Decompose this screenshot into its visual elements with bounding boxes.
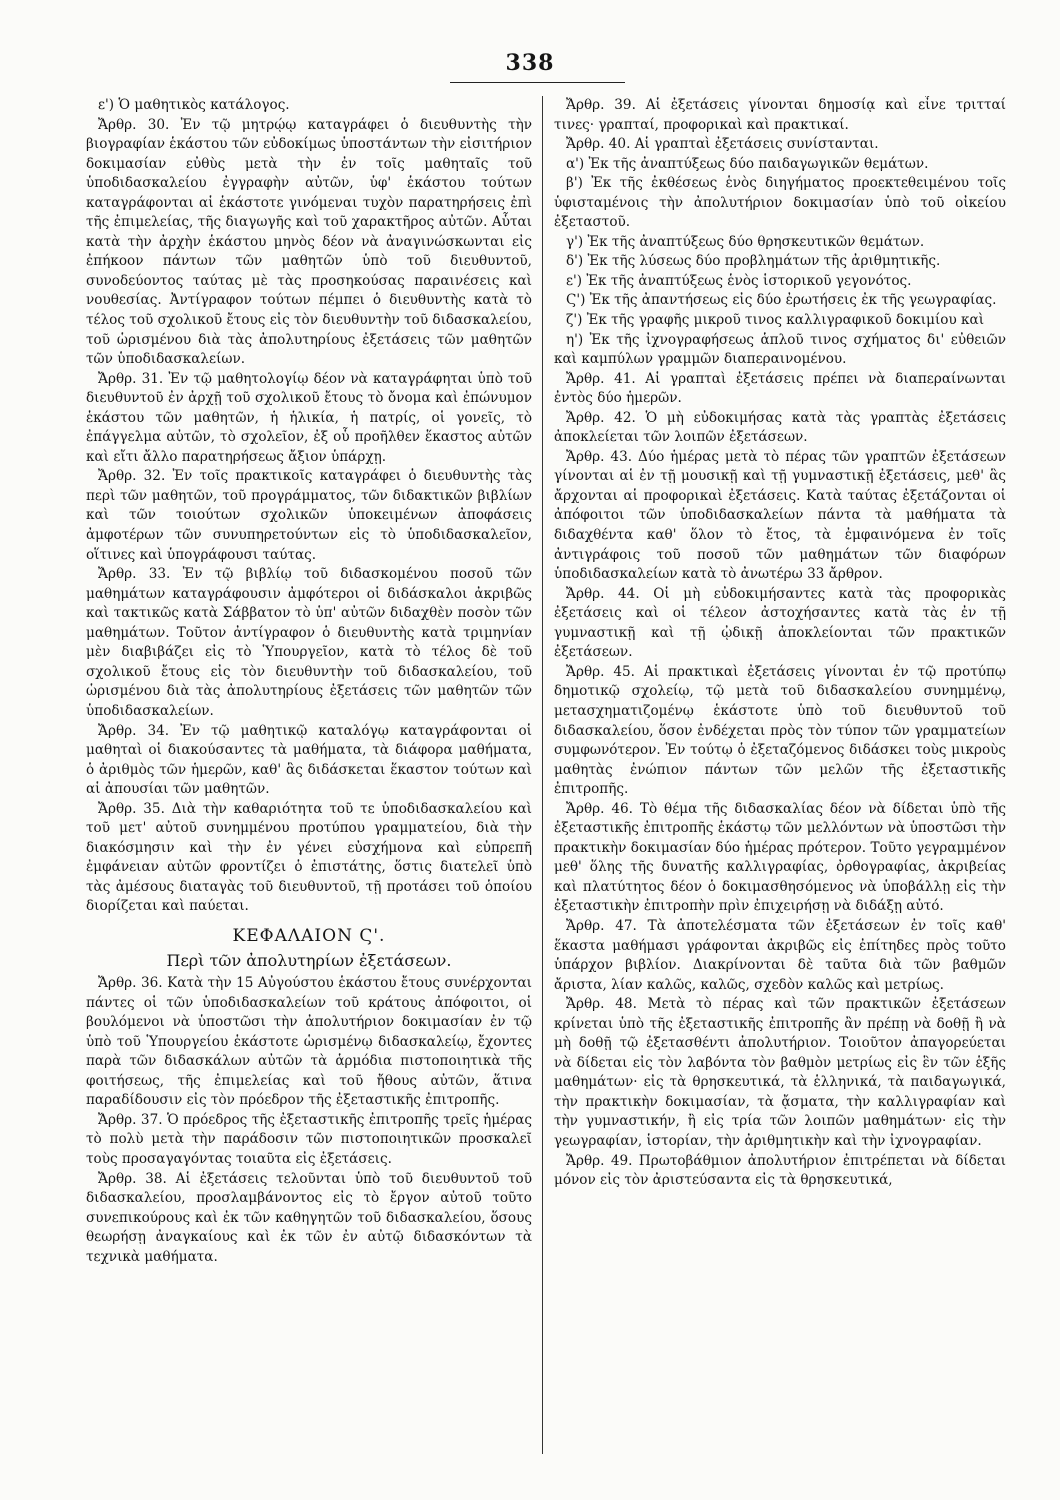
right-paragraph: ζ') Ἐκ τῆς γραφῆς μικροῦ τινος καλλιγραφικοῦ δοκιμίου καὶ bbox=[566, 312, 985, 329]
right-paragraph: α') Ἐκ τῆς ἀναπτύξεως δύο παιδαγωγικῶν θεμάτων. bbox=[566, 155, 929, 172]
left-paragraph: ε') Ὁ μαθητικὸς κατάλογος. bbox=[98, 97, 290, 113]
left-paragraph: Ἄρθρ. 33. Ἐν τῷ βιβλίῳ τοῦ διδασκομένου ποσοῦ τῶν μαθημάτων καταγράφουσιν ἀμφότεροι οἱ διδάσκαλοι ἀκριβῶς καὶ τακτικῶς κατὰ Σάββατον τὸ ὑπ' αὐτῶν διδαχθὲν ποσὸν τῶν μαθημάτων. Τοῦτον ἀντίγραφον ὁ διευθυντὴς κατὰ τριμηνίαν μὲν διαβιβάζει εἰς τὸ Ὑπουργεῖον, κατὰ τὸ τέλος δὲ τοῦ σχολικοῦ ἔτους εἰς τὸν διευθυντὴν τοῦ διδασκαλείου, τοῦ ὡρισμένου διὰ τὰς ἀπολυτηρίους ἐξετάσεις τῶν μαθητῶν τῶν ὑποδιδασκαλείων. bbox=[86, 566, 532, 719]
left-paragraph: Ἄρθρ. 34. Ἐν τῷ μαθητικῷ καταλόγῳ καταγράφονται οἱ μαθηταὶ οἱ διακούσαντες τὰ μαθήματα, τὰ διάφορα μαθήματα, ὁ ἀριθμὸς τῶν ἡμερῶν, καθ' ἃς διδάσκεται ἕκαστον τούτων καὶ αἱ ἀπουσίαι τῶν μαθητῶν. bbox=[86, 722, 532, 798]
right-paragraph: Ἄρθρ. 39. Αἱ ἐξετάσεις γίνονται δημοσίᾳ καὶ εἶνε τριτταί τινες· γραπταί, προφορικαὶ καὶ πρακτικαί. bbox=[554, 97, 1006, 133]
left-paragraph: Ἄρθρ. 35. Διὰ τὴν καθαριότητα τοῦ τε ὑποδιδασκαλείου καὶ τοῦ μετ' αὐτοῦ συνημμένου προτύπου γραμματείου, διὰ τὴν διακόσμησιν καὶ τὴν ἐν γένει εὐσχήμονα καὶ εὐπρεπῆ ἐμφάνειαν αὐτῶν φροντίζει ὁ ἐπιστάτης, ὅστις διατελεῖ ὑπὸ τὰς ἀμέσους διαταγὰς τοῦ διευθυντοῦ, τῇ προτάσει τοῦ ὁποίου διορίζεται καὶ παύεται. bbox=[86, 800, 532, 915]
right-paragraph: Ἄρθρ. 43. Δύο ἡμέρας μετὰ τὸ πέρας τῶν γραπτῶν ἐξετάσεων γίνονται αἱ ἐν τῇ μουσικῇ καὶ τῇ γυμναστικῇ ἐξετάσεις, μεθ' ἃς ἄρχονται αἱ προφορικαὶ ἐξετάσεις. Κατὰ ταύτας ἐξετάζονται οἱ ἀπόφοιτοι τῶν ὑποδιδασκαλείων πάντα τὰ μαθήματα τὰ διδαχθέντα καθ' ὅλον τὸ ἔτος, τὰ ἐμφαινόμενα ἐν τοῖς ἀντιγράφοις τοῦ ποσοῦ τῶν μαθημάτων τῶν διαφόρων ὑποδιδασκαλείων κατὰ τὸ ἀνωτέρω 33 ἄρθρον. bbox=[554, 448, 1006, 583]
right-paragraph: β') Ἐκ τῆς ἐκθέσεως ἑνὸς διηγήματος προεκτεθειμένου τοῖς ὑφισταμένοις τὴν ἀπολυτήριον δοκιμασίαν ὑπὸ τοῦ οἰκείου ἐξεταστοῦ. bbox=[554, 175, 1006, 231]
right-paragraph: Ἄρθρ. 41. Αἱ γραπταὶ ἐξετάσεις πρέπει νὰ διαπεραίνωνται ἐντὸς δύο ἡμερῶν. bbox=[554, 370, 1006, 407]
left-paragraph: Ἄρθρ. 38. Αἱ ἐξετάσεις τελοῦνται ὑπὸ τοῦ διευθυντοῦ τοῦ διδασκαλείου, προσλαμβάνοντος εἰς τὸ ἔργον αὐτοῦ τοῦτο συνεπικούρους καὶ ἐκ τῶν καθηγητῶν τοῦ διδασκαλείου, ὅσους θεωρήσῃ ἀναγκαίους καὶ ἐκ τῶν ἐν αὐτῷ διδασκόντων τὰ τεχνικὰ μαθήματα. bbox=[86, 1170, 532, 1265]
right-paragraph: Ἄρθρ. 42. Ὁ μὴ εὐδοκιμήσας κατὰ τὰς γραπτὰς ἐξετάσεις ἀποκλείεται τῶν λοιπῶν ἐξετάσεων. bbox=[554, 409, 1006, 446]
right-paragraph: Ἄρθρ. 40. Αἱ γραπταὶ ἐξετάσεις συνίστανται. bbox=[566, 136, 879, 153]
left-paragraph: Ἄρθρ. 31. Ἐν τῷ μαθητολογίῳ δέον νὰ καταγράφηται ὑπὸ τοῦ διευθυντοῦ ἐν ἀρχῇ τοῦ σχολικοῦ ἔτους τὸ ὄνομα καὶ ἐπώνυμον ἑκάστου τῶν μαθητῶν, ἡ ἡλικία, ἡ πατρίς, οἱ γονεῖς, τὸ ἐπάγγελμα αὐτῶν, τὸ σχολεῖον, ἐξ οὗ προῆλθεν ἕκαστος αὐτῶν καὶ εἴτι ἄλλο παρατηρήσεως ἄξιον ὑπάρχῃ. bbox=[86, 370, 532, 465]
left-paragraph: Ἄρθρ. 32. Ἐν τοῖς πρακτικοῖς καταγράφει ὁ διευθυντὴς τὰς περὶ τῶν μαθητῶν, τοῦ προγράμματος, τῶν διδακτικῶν βιβλίων καὶ τῶν τοιούτων σχολικῶν ὑποκειμένων ἀποφάσεις ἀμφοτέρων τῶν συνυπηρετούντων εἰς τὸ ὑποδιδασκαλεῖον, οἵτινες καὶ ὑπογράφουσι ταύτας. bbox=[86, 468, 532, 563]
page-number: 338 bbox=[505, 50, 555, 76]
right-paragraph: Ἄρθρ. 48. Μετὰ τὸ πέρας καὶ τῶν πρακτικῶν ἐξετάσεων κρίνεται ὑπὸ τῆς ἐξεταστικῆς ἐπιτροπῆς ἂν πρέπῃ νὰ δοθῇ ἢ νὰ μὴ δοθῇ τῷ ἐξετασθέντι ἀπολυτήριον. Τοιοῦτον ἀπαγορεύεται νὰ δίδεται εἰς τὸν λαβόντα τὸν βαθμὸν μετρίως εἰς ἓν τῶν ἑξῆς μαθημάτων· εἰς τὰ θρησκευτικά, τὰ ἑλληνικά, τὰ παιδαγωγικά, τὴν πρακτικὴν δοκιμασίαν, τὰ ᾄσματα, τὴν καλλιγραφίαν καὶ τὴν γυμναστικήν, ἢ εἰς τρία τῶν λοιπῶν μαθημάτων· εἰς τὴν γεωγραφίαν, ἱστορίαν, τὴν ἀριθμητικὴν καὶ τὴν ἰχνογραφίαν. bbox=[554, 996, 1006, 1149]
right-paragraph: Ἄρθρ. 49. Πρωτοβάθμιον ἀπολυτήριον ἐπιτρέπεται νὰ δίδεται μόνον εἰς τὸν ἀριστεύσαντα εἰς τὰ θρησκευτικά, bbox=[554, 1152, 1006, 1189]
right-paragraph: Ἄρθρ. 44. Οἱ μὴ εὐδοκιμήσαντες κατὰ τὰς προφορικὰς ἐξετάσεις καὶ οἱ τέλεον ἀστοχήσαντες κατὰ τὰς ἐν τῇ γυμναστικῇ καὶ τῇ ᾠδικῇ ἀποκλείονται τῶν πρακτικῶν ἐξετάσεων. bbox=[554, 585, 1006, 661]
right-paragraph: η') Ἐκ τῆς ἰχνογραφήσεως ἁπλοῦ τινος σχήματος δι' εὐθειῶν καὶ καμπύλων γραμμῶν διαπεραινομένου. bbox=[554, 331, 1006, 368]
left-paragraph: Ἄρθρ. 37. Ὁ πρόεδρος τῆς ἐξεταστικῆς ἐπιτροπῆς τρεῖς ἡμέρας τὸ πολὺ μετὰ τὴν παράδοσιν τῶν πιστοποιητικῶν προσκαλεῖ τοὺς προσαγαγόντας τοιαῦτα εἰς ἐξετάσεις. bbox=[86, 1111, 532, 1167]
left-paragraph: Ἄρθρ. 36. Κατὰ τὴν 15 Αὐγούστου ἑκάστου ἔτους συνέρχονται πάντες οἱ τῶν ὑποδιδασκαλείων τοῦ κράτους ἀπόφοιτοι, οἱ βουλόμενοι νὰ ὑποστῶσι τὴν ἀπολυτήριον δοκιμασίαν ἐν τῷ ὑπὸ τοῦ Ὑπουργείου ἑκάστοτε ὡρισμένῳ διδασκαλείῳ, ἔχοντες παρὰ τῶν διδασκάλων αὐτῶν τὰ ἁρμόδια πιστοποιητικὰ τῆς φοιτήσεως, τῆς ἐπιμελείας καὶ τοῦ ἤθους αὐτῶν, ἅτινα παραδίδουσιν εἰς τὸν πρόεδρον τῆς ἐξεταστικῆς ἐπιτροπῆς. bbox=[86, 975, 532, 1109]
right-paragraph: Ἄρθρ. 46. Τὸ θέμα τῆς διδασκαλίας δέον νὰ δίδεται ὑπὸ τῆς ἐξεταστικῆς ἐπιτροπῆς ἑκάστῳ τῶν μελλόντων νὰ ὑποστῶσι τὴν πρακτικὴν δοκιμασίαν δύο ἡμέρας πρότερον. Τοῦτο γεγραμμένον μεθ' ὅλης τῆς δυνατῆς καλλιγραφίας, ὀρθογραφίας, ἀκριβείας καὶ πλατύτητος δέον ὁ δοκιμασθησόμενος νὰ ὑποβάλλῃ εἰς τὴν ἐξεταστικὴν ἐπιτροπὴν πρὶν ἐπιχειρήσῃ νὰ διδάξῃ αὐτό. bbox=[554, 800, 1006, 915]
page-number-rule bbox=[450, 82, 625, 83]
right-paragraph: δ') Ἐκ τῆς λύσεως δύο προβλημάτων τῆς ἀριθμητικῆς. bbox=[566, 253, 941, 270]
right-paragraph: Ἄρθρ. 47. Τὰ ἀποτελέσματα τῶν ἐξετάσεων ἐν τοῖς καθ' ἕκαστα μαθήμασι γράφονται ἀκριβῶς εἰς ἐπίτηδες πρὸς τοῦτο ὑπάρχον βιβλίον. Διακρίνονται δὲ ταῦτα διὰ τῶν βαθμῶν ἄριστα, λίαν καλῶς, καλῶς, σχεδὸν καλῶς καὶ μετρίως. bbox=[554, 917, 1006, 993]
left-paragraph: Ἄρθρ. 30. Ἐν τῷ μητρῴῳ καταγράφει ὁ διευθυντὴς τὴν βιογραφίαν ἑκάστου τῶν εὐδοκίμως ὑποστάντων τὴν εἰσιτήριον δοκιμασίαν εὐθὺς μετὰ τὴν ἐν τοῖς μαθηταῖς τοῦ ὑποδιδασκαλείου ἐγγραφὴν αὐτῶν, ὑφ' ἑκάστου τούτων καταγράφονται αἱ ἑκάστοτε γινόμεναι τυχὸν παρατηρήσεις ἐπὶ τῆς ἐπιμελείας, τῆς διαγωγῆς καὶ τοῦ χαρακτῆρος αὐτῶν. Αὗται κατὰ τὴν ἀρχὴν ἑκάστου μηνὸς δέον νὰ ἀναγινώσκωνται εἰς ἐπήκοον πάντων τῶν μαθητῶν ὑπὸ τοῦ διευθυντοῦ, συνοδεύοντος ταύτας μὲ τὰς προσηκούσας παραινέσεις καὶ νουθεσίας. Ἀντίγραφον τούτων πέμπει ὁ διευθυντὴς κατὰ τὸ τέλος τοῦ σχολικοῦ ἔτους εἰς τὸν διευθυντὴν τοῦ διδασκαλείου, τοῦ ὡρισμένου διὰ τὰς ἀπολυτηρίους ἐξετάσεις τῶν μαθητῶν τῶν ὑποδιδασκαλείων. bbox=[86, 116, 532, 368]
right-paragraph: ε') Ἐκ τῆς ἀναπτύξεως ἑνὸς ἱστορικοῦ γεγονότος. bbox=[566, 272, 912, 289]
right-paragraph: γ') Ἐκ τῆς ἀναπτύξεως δύο θρησκευτικῶν θεμάτων. bbox=[566, 233, 925, 250]
right-paragraph: Ϛ') Ἐκ τῆς ἀπαντήσεως εἰς δύο ἐρωτήσεις ἐκ τῆς γεωγραφίας. bbox=[566, 292, 997, 309]
chapter-subheading: Περὶ τῶν ἀπολυτηρίων ἐξετάσεων. bbox=[166, 950, 452, 970]
chapter-heading: ΚΕΦΑΛΑΙΟΝ Ϛ'. bbox=[232, 925, 386, 946]
left-column bbox=[86, 96, 532, 1267]
right-column bbox=[554, 96, 1006, 1191]
right-paragraph: Ἄρθρ. 45. Αἱ πρακτικαὶ ἐξετάσεις γίνονται ἐν τῷ προτύπῳ δημοτικῷ σχολείῳ, τῷ μετὰ τοῦ διδασκαλείου συνημμένῳ, μετασχηματιζομένῳ ἑκάστοτε ὑπὸ τοῦ διευθυντοῦ τοῦ διδασκαλείου, ὅσον ἐνδέχεται πρὸς τὸν τύπον τῶν γραμματείων συμφωνότερον. Ἐν τούτῳ ὁ ἐξεταζόμενος διδάσκει τοὺς μικροὺς μαθητὰς ἐνώπιον πάντων τῶν μελῶν τῆς ἐξεταστικῆς ἐπιτροπῆς. bbox=[554, 663, 1006, 798]
column-divider bbox=[542, 96, 543, 1454]
